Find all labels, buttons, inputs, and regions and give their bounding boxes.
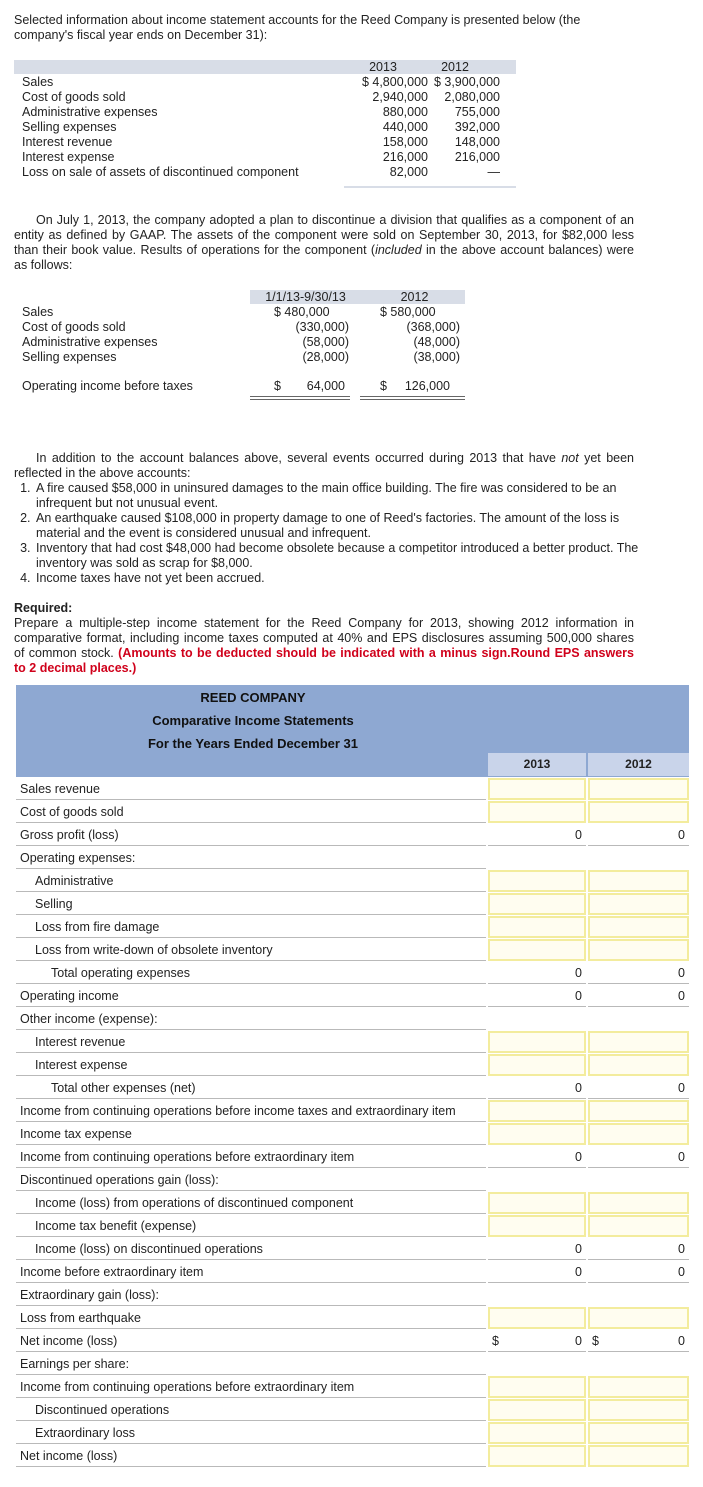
statement-row-label: Extraordinary gain (loss): xyxy=(16,1284,486,1306)
input-cell-2013[interactable] xyxy=(488,893,586,915)
computed-cell-2013 xyxy=(488,1077,586,1099)
input-cell-2013[interactable] xyxy=(488,1192,586,1214)
computed-cell-2012 xyxy=(588,1330,689,1352)
computed-value: 0 xyxy=(678,989,685,1003)
row-label: Selling expenses xyxy=(22,350,117,364)
row-label: Interest expense xyxy=(22,150,115,164)
statement-row-label: Income tax expense xyxy=(16,1123,486,1145)
statement-row-label: Extraordinary loss xyxy=(16,1422,486,1444)
required-text: Prepare a multiple-step income statement for the Reed Company for 2013, showing 2012 information in comparative format, including income taxes computed at 40% and EPS disclosures assuming 500,000 shares of common stock. xyxy=(14,616,634,660)
computed-cell-2012 xyxy=(588,962,689,984)
input-cell-2013[interactable] xyxy=(488,1031,586,1053)
period-header: 1/1/13-9/30/13 xyxy=(265,290,346,304)
column-header-2012: 2012 xyxy=(588,753,689,776)
input-cell-2013[interactable] xyxy=(488,1054,586,1076)
input-cell-2013[interactable] xyxy=(488,1376,586,1398)
row-label: Sales xyxy=(22,305,54,319)
year-2012-header: 2012 xyxy=(441,60,469,74)
double-rule xyxy=(250,399,350,400)
statement-row-label: Cost of goods sold xyxy=(16,801,486,823)
statement-row-label: Income before extraordinary item xyxy=(16,1261,486,1283)
computed-value: 0 xyxy=(678,828,685,842)
computed-cell-2012 xyxy=(588,824,689,846)
table-row xyxy=(22,105,516,120)
computed-value: 0 xyxy=(575,1150,582,1164)
input-cell-2013[interactable] xyxy=(488,778,586,800)
intro-text: Selected information about income statement accounts for the Reed Company is presented below (the company's fiscal year ends on December 31): xyxy=(14,13,581,42)
statement-row-label: Earnings per share: xyxy=(16,1353,486,1375)
form-header xyxy=(16,685,689,777)
statement-row-label: Income from continuing operations before extraordinary item xyxy=(16,1376,486,1398)
input-cell-2012[interactable] xyxy=(588,1307,689,1329)
statement-row-label: Income from continuing operations before extraordinary item xyxy=(16,1146,486,1168)
table-row xyxy=(22,120,516,135)
events-intro: In addition to the account balances above, several events occurred during 2013 that have not yet been reflected in the above accounts: xyxy=(14,451,634,480)
statement-row-label: Net income (loss) xyxy=(16,1445,486,1467)
computed-cell-2012 xyxy=(588,1238,689,1260)
input-cell-2013[interactable] xyxy=(488,801,586,823)
statement-row-label: Income (loss) on discontinued operations xyxy=(16,1238,486,1260)
input-cell-2013[interactable] xyxy=(488,1100,586,1122)
computed-value: 0 xyxy=(575,1081,582,1095)
value-2013: 216,000 xyxy=(382,150,428,164)
input-cell-2012[interactable] xyxy=(588,1399,689,1421)
statement-row-label: Income tax benefit (expense) xyxy=(16,1215,486,1237)
computed-cell-2012 xyxy=(588,1261,689,1283)
value-2012: $ 3,900,000 xyxy=(433,75,500,89)
value-period: (28,000) xyxy=(302,350,349,364)
table-row xyxy=(22,90,516,105)
input-cell-2012[interactable] xyxy=(588,801,689,823)
input-cell-2012[interactable] xyxy=(588,1054,689,1076)
table-row xyxy=(22,165,516,180)
statement-row-label: Net income (loss) xyxy=(16,1330,486,1352)
statement-row-label: Discontinued operations xyxy=(16,1399,486,1421)
statement-row-label: Administrative xyxy=(16,870,486,892)
input-cell-2013[interactable] xyxy=(488,1445,586,1467)
computed-value: 0 xyxy=(575,989,582,1003)
value-2013: 440,000 xyxy=(382,120,428,134)
computed-value: 0 xyxy=(678,1081,685,1095)
input-cell-2013[interactable] xyxy=(488,1307,586,1329)
discontinued-paragraph: On July 1, 2013, the company adopted a plan to discontinue a division that qualifies as a component of an entity as defined by GAAP. The assets of the component were sold on September 30, 2013, for $82,000 less than their book value. Results of operations for the component (included in the above account balances) were as follows: xyxy=(14,213,634,272)
input-cell-2012[interactable] xyxy=(588,1215,689,1237)
statement-title: Comparative Income Statements xyxy=(152,713,354,728)
value-2013: 880,000 xyxy=(382,105,428,119)
input-cell-2012[interactable] xyxy=(588,893,689,915)
input-cell-2013[interactable] xyxy=(488,916,586,938)
statement-row-label: Loss from fire damage xyxy=(16,916,486,938)
computed-value: 0 xyxy=(575,1265,582,1279)
input-cell-2012[interactable] xyxy=(588,1100,689,1122)
input-cell-2013[interactable] xyxy=(488,1215,586,1237)
income-statement-form xyxy=(16,685,689,1465)
currency-sign: $ xyxy=(592,1334,599,1348)
input-cell-2012[interactable] xyxy=(588,778,689,800)
year-2013-header: 2013 xyxy=(369,60,397,74)
computed-value: 0 xyxy=(575,1334,582,1348)
statement-row-label: Interest expense xyxy=(16,1054,486,1076)
input-cell-2013[interactable] xyxy=(488,1123,586,1145)
table-bottom-rule xyxy=(344,186,516,188)
double-rule xyxy=(360,399,465,400)
value-2012: 392,000 xyxy=(454,120,500,134)
value-2013: $ 4,800,000 xyxy=(361,75,428,89)
input-cell-2012[interactable] xyxy=(588,1445,689,1467)
row-label: Administrative expenses xyxy=(22,105,158,119)
statement-row-label: Income from continuing operations before income taxes and extraordinary item xyxy=(16,1100,486,1122)
value-period: (58,000) xyxy=(302,335,349,349)
currency-sign: $ xyxy=(492,1334,499,1348)
statement-row-label: Selling xyxy=(16,893,486,915)
computed-value: 0 xyxy=(575,1242,582,1256)
value-2012: $ 580,000 xyxy=(380,305,436,319)
company-name: REED COMPANY xyxy=(200,690,306,705)
table-header-row xyxy=(22,60,516,75)
required-label: Required: xyxy=(14,601,73,615)
value-2013: 82,000 xyxy=(389,165,428,179)
computed-cell-2013 xyxy=(488,1330,586,1352)
value-2012: (368,000) xyxy=(406,320,460,334)
computed-value: 0 xyxy=(678,1334,685,1348)
value-2012: 2,080,000 xyxy=(444,90,500,104)
statement-row-label: Interest revenue xyxy=(16,1031,486,1053)
operating-income-row: Operating income before taxes $ 64,000 $ 126,000 xyxy=(22,379,450,393)
computed-value: 0 xyxy=(678,1265,685,1279)
table-row xyxy=(22,305,465,320)
value-period: (330,000) xyxy=(295,320,349,334)
computed-cell-2012 xyxy=(588,1146,689,1168)
year-2012-header: 2012 xyxy=(400,290,429,304)
input-cell-2012[interactable] xyxy=(588,1192,689,1214)
statement-row-label: Loss from earthquake xyxy=(16,1307,486,1329)
input-cell-2012[interactable] xyxy=(588,1376,689,1398)
table-header-row xyxy=(22,290,465,305)
computed-cell-2013 xyxy=(488,1146,586,1168)
value-2012: 148,000 xyxy=(454,135,500,149)
table-row xyxy=(22,75,516,90)
value-2012: 755,000 xyxy=(454,105,500,119)
input-cell-2012[interactable] xyxy=(588,1422,689,1444)
statement-row-label: Gross profit (loss) xyxy=(16,824,486,846)
computed-cell-2013 xyxy=(488,962,586,984)
input-cell-2012[interactable] xyxy=(588,1123,689,1145)
input-cell-2013[interactable] xyxy=(488,1399,586,1421)
value-2012: — xyxy=(487,165,500,179)
input-cell-2013[interactable] xyxy=(488,870,586,892)
table-row xyxy=(22,320,465,335)
statement-row-label: Other income (expense): xyxy=(16,1008,486,1030)
value-period: $ 480,000 xyxy=(274,305,330,319)
statement-row-label: Income (loss) from operations of discontinued component xyxy=(16,1192,486,1214)
computed-cell-2012 xyxy=(588,1077,689,1099)
value-2012: (48,000) xyxy=(413,335,460,349)
required-section xyxy=(14,601,634,676)
event-item: 3. Inventory that had cost $48,000 had become obsolete because a competitor introduced a better product. The inventory was sold as scrap for $8,000. xyxy=(34,541,654,571)
input-cell-2013[interactable] xyxy=(488,939,586,961)
computed-cell-2013 xyxy=(488,1238,586,1260)
input-cell-2013[interactable] xyxy=(488,1422,586,1444)
computed-value: 0 xyxy=(678,1242,685,1256)
row-label: Administrative expenses xyxy=(22,335,158,349)
input-cell-2012[interactable] xyxy=(588,916,689,938)
statement-row-label: Sales revenue xyxy=(16,778,486,800)
statement-row-label: Total other expenses (net) xyxy=(16,1077,486,1099)
table-row xyxy=(22,335,465,350)
table-row xyxy=(22,135,516,150)
computed-cell-2013 xyxy=(488,824,586,846)
double-rule xyxy=(250,396,350,397)
computed-cell-2013 xyxy=(488,985,586,1007)
computed-value: 0 xyxy=(575,828,582,842)
row-label: Selling expenses xyxy=(22,120,117,134)
input-cell-2012[interactable] xyxy=(588,1031,689,1053)
statement-row-label: Total operating expenses xyxy=(16,962,486,984)
computed-value: 0 xyxy=(575,966,582,980)
input-cell-2012[interactable] xyxy=(588,870,689,892)
row-label: Cost of goods sold xyxy=(22,90,126,104)
table-row xyxy=(22,150,516,165)
events-list xyxy=(14,481,654,586)
table-row xyxy=(22,350,465,365)
event-item: 4. Income taxes have not yet been accrued. xyxy=(34,571,654,586)
statement-period: For the Years Ended December 31 xyxy=(147,736,359,751)
row-label: Interest revenue xyxy=(22,135,113,149)
double-rule xyxy=(360,396,465,397)
value-2013: 2,940,000 xyxy=(372,90,428,104)
statement-row-label: Discontinued operations gain (loss): xyxy=(16,1169,486,1191)
statement-row-label: Operating expenses: xyxy=(16,847,486,869)
row-label: Loss on sale of assets of discontinued component xyxy=(22,165,299,179)
value-2012: 216,000 xyxy=(454,150,500,164)
column-header-2013: 2013 xyxy=(488,753,586,776)
value-2013: 158,000 xyxy=(382,135,428,149)
event-item: 2. An earthquake caused $108,000 in property damage to one of Reed's factories. The amount of the loss is material and the event is considered unusual and infrequent. xyxy=(34,511,654,541)
computed-value: 0 xyxy=(678,966,685,980)
statement-row-label: Loss from write-down of obsolete inventory xyxy=(16,939,486,961)
computed-cell-2013 xyxy=(488,1261,586,1283)
row-label: Cost of goods sold xyxy=(22,320,126,334)
event-item: 1. A fire caused $58,000 in uninsured damages to the main office building. The fire was considered to be an infrequent but not unusual event. xyxy=(34,481,654,511)
computed-value: 0 xyxy=(678,1150,685,1164)
computed-cell-2012 xyxy=(588,985,689,1007)
input-cell-2012[interactable] xyxy=(588,939,689,961)
statement-row-label: Operating income xyxy=(16,985,486,1007)
value-2012: (38,000) xyxy=(413,350,460,364)
required-note: (Amounts to be deducted should be indicated with a minus sign.Round EPS answers to 2 decimal places.) xyxy=(14,646,634,675)
row-label: Sales xyxy=(22,75,54,89)
